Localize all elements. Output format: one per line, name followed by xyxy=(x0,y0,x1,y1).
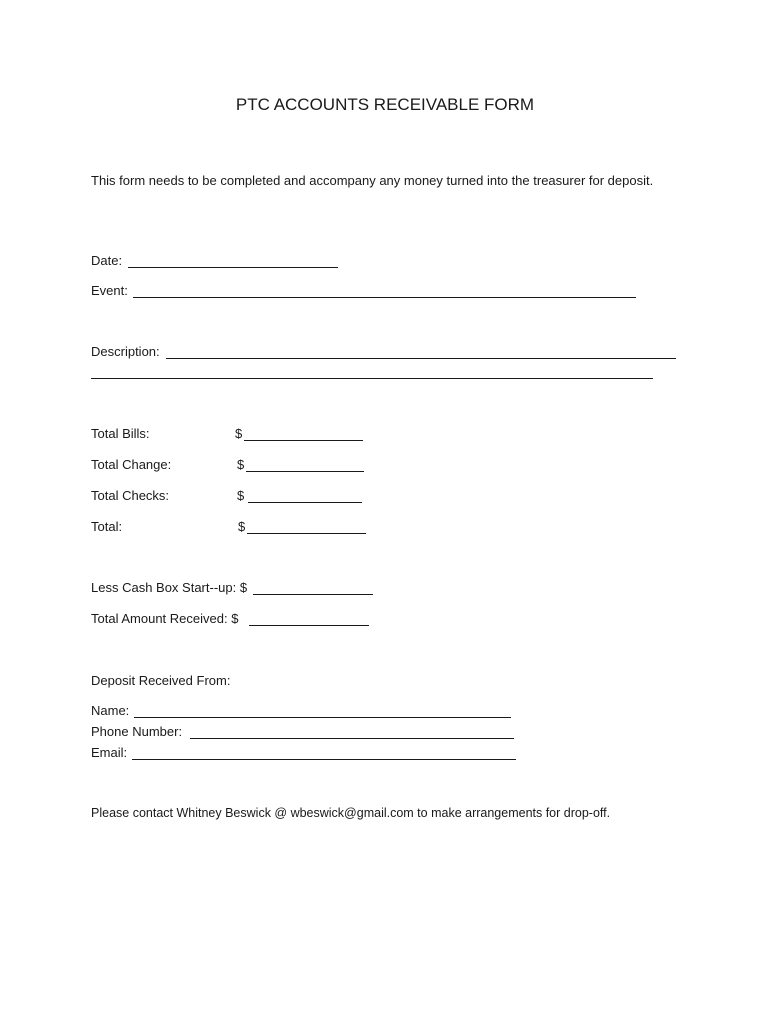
date-label: Date: xyxy=(91,253,123,268)
total-checks-currency: $ xyxy=(237,488,245,503)
total-received-field[interactable] xyxy=(249,625,369,626)
description-field-line-1[interactable] xyxy=(166,358,676,359)
name-field[interactable] xyxy=(134,717,511,718)
deposit-heading: Deposit Received From: xyxy=(91,673,231,688)
total-field[interactable] xyxy=(247,533,366,534)
less-cash-box-field[interactable] xyxy=(253,594,373,595)
total-bills-label: Total Bills: xyxy=(91,426,150,441)
total-bills-field[interactable] xyxy=(244,440,363,441)
email-label: Email: xyxy=(91,745,128,760)
total-checks-label: Total Checks: xyxy=(91,488,170,503)
total-received-label: Total Amount Received: $ xyxy=(91,611,239,626)
form-title: PTC ACCOUNTS RECEIVABLE FORM xyxy=(235,95,535,114)
email-field[interactable] xyxy=(132,759,516,760)
contact-note: Please contact Whitney Beswick @ wbeswick@gmail.com to make arrangements for drop-off. xyxy=(91,806,611,820)
event-label: Event: xyxy=(91,283,128,298)
total-bills-currency: $ xyxy=(235,426,243,441)
phone-label: Phone Number: xyxy=(91,724,183,739)
total-change-field[interactable] xyxy=(246,471,364,472)
total-checks-field[interactable] xyxy=(248,502,362,503)
total-change-currency: $ xyxy=(237,457,245,472)
total-label: Total: xyxy=(91,519,123,534)
total-change-label: Total Change: xyxy=(91,457,172,472)
name-label: Name: xyxy=(91,703,130,718)
description-field-line-2[interactable] xyxy=(91,378,653,379)
date-field[interactable] xyxy=(128,267,338,268)
description-label: Description: xyxy=(91,344,160,359)
intro-text: This form needs to be completed and accompany any money turned into the treasurer for deposit. xyxy=(91,173,654,188)
less-cash-box-label: Less Cash Box Start-‐up: $ xyxy=(91,580,248,595)
event-field[interactable] xyxy=(133,297,636,298)
total-currency: $ xyxy=(238,519,246,534)
phone-field[interactable] xyxy=(190,738,514,739)
